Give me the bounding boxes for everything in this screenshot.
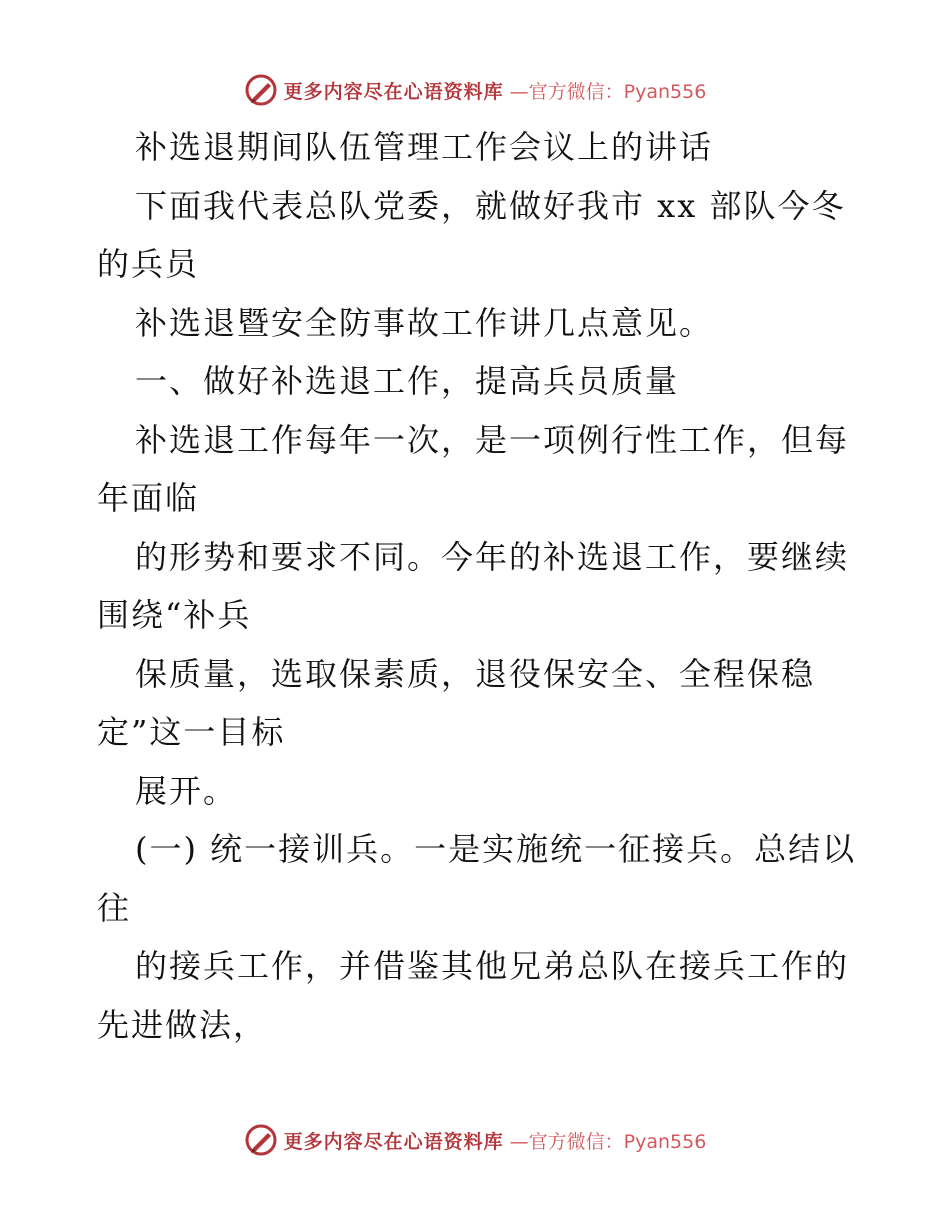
- text-line: 下面我代表总队党委，就做好我市 xx 部队今冬: [135, 186, 846, 225]
- text-line: 先进做法，: [97, 1005, 268, 1044]
- document-body: [97, 118, 857, 1054]
- subsection-heading: (一) 统一接训兵。一是实施统一征接兵。总结以: [135, 830, 857, 868]
- text-line: 展开。: [135, 771, 238, 810]
- watermark-main-text: 更多内容尽在心语资料库: [283, 1130, 504, 1153]
- text-line: 补选退工作每年一次，是一项例行性工作，但每: [135, 420, 850, 459]
- text-line: 的形势和要求不同。今年的补选退工作，要继续: [135, 537, 850, 576]
- text-line: 的接兵工作，并借鉴其他兄弟总队在接兵工作的: [135, 947, 850, 985]
- text-line: 往: [97, 888, 132, 927]
- footer-watermark-banner: [0, 1120, 950, 1160]
- text-line: 的兵员: [97, 245, 200, 283]
- header-watermark-banner: [0, 70, 950, 110]
- watermark-sub-text: —官方微信：Pyan556: [509, 80, 707, 103]
- text-line: 补选退暨安全防事故工作讲几点意见。: [135, 303, 714, 342]
- text-line: 定”这一目标: [97, 713, 286, 751]
- pen-logo-icon: [244, 73, 278, 107]
- section-heading: 一、做好补选退工作，提高兵员质量: [135, 362, 680, 400]
- text-line: 围绕“补兵: [97, 596, 252, 634]
- watermark-main-text: 更多内容尽在心语资料库: [283, 80, 504, 103]
- text-line: 年面临: [97, 479, 200, 517]
- document-title: 补选退期间队伍管理工作会议上的讲话: [135, 128, 714, 166]
- text-line: 保质量，选取保素质，退役保安全、全程保稳: [135, 654, 816, 693]
- watermark-sub-text: —官方微信：Pyan556: [509, 1130, 707, 1153]
- pen-logo-icon: [244, 1123, 278, 1157]
